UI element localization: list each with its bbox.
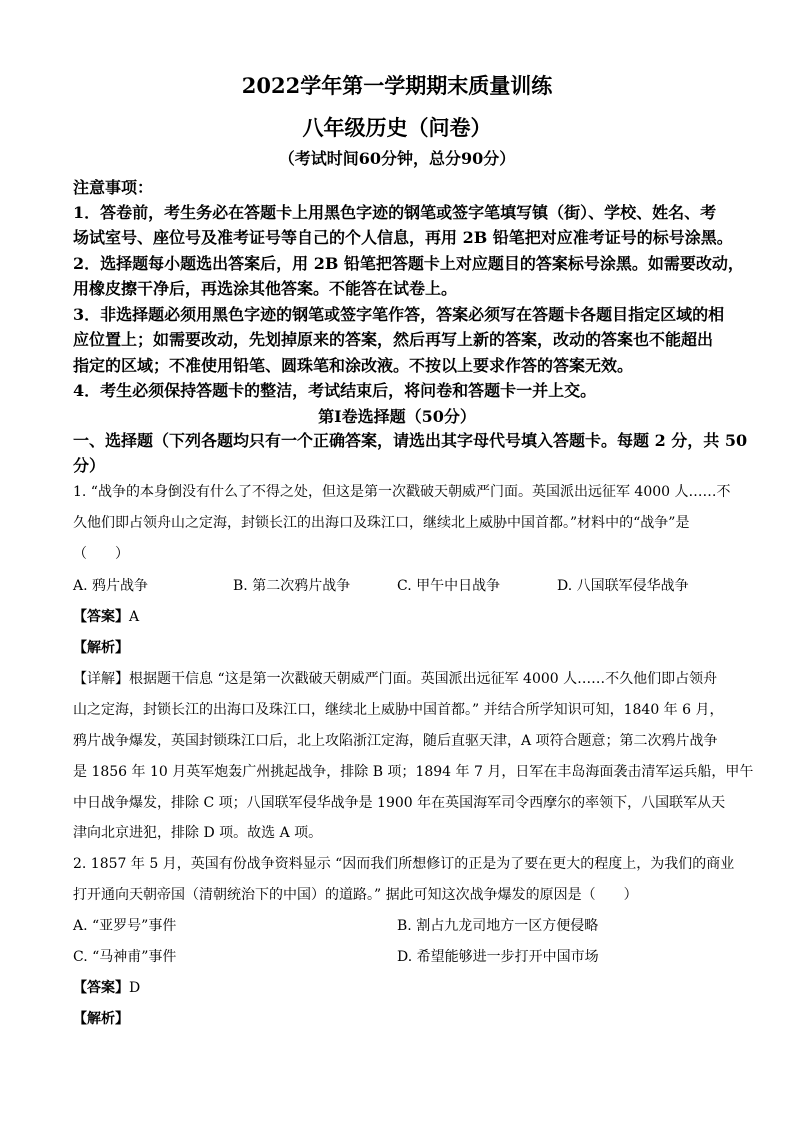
q2-option-a: A. “亚罗号”事件	[73, 918, 177, 934]
q1-detail-line: 鸦片战争爆发，英国封锁珠江口后，北上攻陷浙江定海，随后直驱天津，A 项符合题意；第二次鸦片战争	[73, 733, 718, 749]
q1-answer	[73, 606, 139, 626]
notice-line: 2．选择题每小题选出答案后，用 2B 铅笔把答题卡上对应题目的答案标号涂黑。如需要改动，	[73, 254, 744, 273]
q2-option-d: D. 希望能够进一步打开中国市场	[397, 949, 599, 965]
answer-value: A	[129, 609, 140, 625]
q2-analysis	[73, 1008, 129, 1028]
answer-label: 【答案】	[73, 980, 129, 996]
analysis-label: 【解析】	[73, 640, 129, 656]
section-title: 第Ⅰ卷选择题（50分）	[318, 407, 476, 426]
q1-stem-line: （ ）	[73, 546, 129, 562]
notice-line: 场试室号、座位号及准考证号等自己的个人信息，再用 2B 铅笔把对应准考证号的标号涂黑。	[73, 228, 733, 247]
section-instruction: 一、选择题（下列各题均只有一个正确答案，请选出其字母代号填入答题卡。每题 2 分，共 50	[73, 431, 748, 450]
q1-option-d: D. 八国联军侵华战争	[557, 578, 689, 594]
q1-detail-line: 津向北京进犯，排除 D 项。故选 A 项。	[73, 825, 323, 841]
q1-detail-line: 山之定海，封锁长江的出海口及珠江口，继续北上威胁中国首都。” 并结合所学知识可知，1840 年 6 月，	[73, 702, 724, 718]
q1-detail-line: 【详解】根据题干信息 “这是第一次戳破天朝威严门面。英国派出远征军 4000 人……不久他们即占领舟	[73, 671, 718, 687]
q2-option-c: C. “马神甫”事件	[73, 949, 177, 965]
q1-option-c: C. 甲午中日战争	[397, 578, 501, 594]
q1-detail-line: 中日战争爆发，排除 C 项；八国联军侵华战争是 1900 年在英国海军司令西摩尔的率领下，八国联军从天	[73, 795, 726, 811]
notice-line: 指定的区域；不准使用铅笔、圆珠笔和涂改液。不按以上要求作答的答案无效。	[73, 356, 634, 375]
analysis-label: 【解析】	[73, 1011, 129, 1027]
notice-line: 4．考生必须保持答题卡的整洁，考试结束后，将问卷和答题卡一并上交。	[73, 381, 597, 400]
q2-answer	[73, 977, 140, 997]
q2-stem-line: 2. 1857 年 5 月，英国有份战争资料显示 “因而我们所想修订的正是为了要在更大的程度上，为我们的商业	[73, 856, 735, 872]
notice-line: 3．非选择题必须用黑色字迹的钢笔或签字笔作答，答案必须写在答题卡各题目指定区域的相	[73, 305, 725, 324]
q2-stem-line: 打开通向天朝帝国（清朝统治下的中国）的道路。” 据此可知这次战争爆发的原因是（ ）	[73, 887, 638, 903]
notice-heading: 注意事项：	[73, 178, 154, 197]
notice-line: 用橡皮擦干净后，再选涂其他答案。不能答在试卷上。	[73, 279, 458, 298]
q2-option-b: B. 割占九龙司地方一区方便侵略	[397, 918, 599, 934]
answer-label: 【答案】	[73, 609, 129, 625]
q1-analysis	[73, 637, 129, 657]
q1-option-a: A. 鸦片战争	[73, 578, 149, 594]
exam-title: 2022学年第一学期期末质量训练	[241, 73, 553, 98]
answer-value: D	[129, 980, 141, 996]
notice-line: 1．答卷前，考生务必在答题卡上用黑色字迹的钢笔或签字笔填写镇（街）、学校、姓名、考	[73, 203, 717, 222]
section-instruction: 分）	[73, 456, 106, 475]
q1-stem-line: 1. “战争的本身倒没有什么了不得之处，但这是第一次戳破天朝威严门面。英国派出远征军 4000 人……不	[73, 484, 731, 500]
q1-stem-line: 久他们即占领舟山之定海，封锁长江的出海口及珠江口，继续北上威胁中国首都。”材料中的“战争”是	[73, 515, 690, 531]
q1-option-b: B. 第二次鸦片战争	[233, 578, 351, 594]
q1-detail-line: 是 1856 年 10 月英军炮轰广州挑起战争，排除 B 项；1894 年 7 月，日军在丰岛海面袭击清军运兵船，甲午	[73, 764, 754, 780]
exam-time-info: （考试时间60分钟，总分90分）	[278, 149, 516, 168]
notice-line: 应位置上；如需要改动，先划掉原来的答案，然后再写上新的答案，改动的答案也不能超出	[73, 330, 714, 349]
exam-subtitle: 八年级历史（问卷）	[302, 115, 492, 140]
